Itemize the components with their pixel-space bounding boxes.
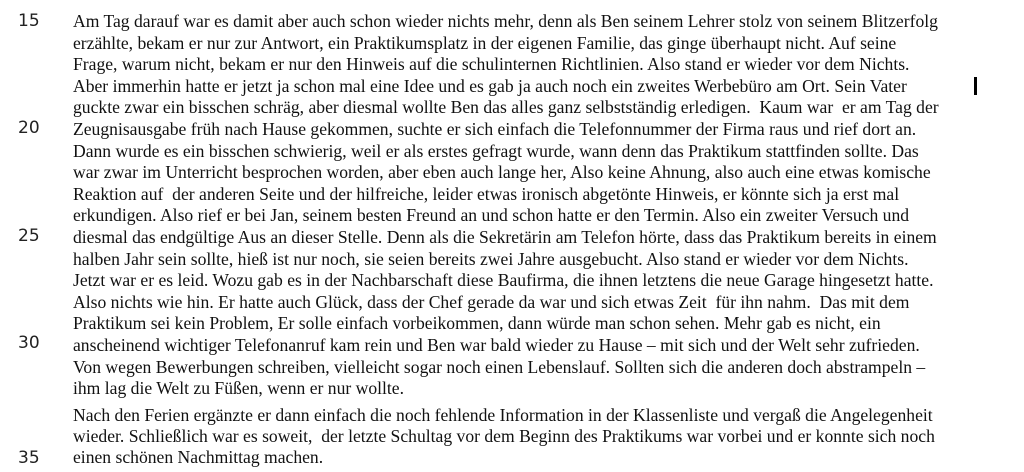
line-number: 30 [18, 333, 40, 353]
text-line: Also nichts wie hin. Er hatte auch Glück, dass der Chef gerade da war und sich etwas Zeit für ihn nahm. Das mit dem [73, 291, 910, 312]
text-line: war zwar im Unterricht besprochen worden, aber eben auch lange her, Also keine Ahnung, also auch eine etwas komische [73, 162, 931, 183]
line-number: 20 [18, 118, 40, 138]
text-line: wieder. Schließlich war es soweit, der letzte Schultag vor dem Beginn des Praktikums war vorbei und er konnte sich noch [73, 426, 935, 446]
text-line: diesmal das endgültige Aus an dieser Stelle. Denn als die Sekretärin am Telefon hörte, dass das Praktikum bereits in einem [73, 227, 937, 247]
text-line: Reaktion auf der anderen Seite und der hilfreiche, leider etwas ironisch abgetönte Hinweis, er könnte sich ja erst mal [73, 183, 900, 204]
text-line: Am Tag darauf war es damit aber auch schon wieder nichts mehr, denn als Ben seinem Lehrer stolz von seinem Blitzerfolg [73, 11, 938, 31]
text-line: ihm lag die Welt zu Füßen, wenn er nur wollte. [73, 378, 404, 399]
text-line: erkundigen. Also rief er bei Jan, seinem besten Freund an und schon hatte er den Termin. Also ein zweiter Versuch und [73, 205, 910, 226]
text-line: anscheinend wichtiger Telefonanruf kam rein und Ben war bald wieder zu Hause – mit sich und der Welt sehr zufrieden. [73, 335, 920, 355]
line-number: 15 [18, 11, 40, 31]
text-cursor [974, 77, 977, 95]
text-line: Frage, warum nicht, bekam er nur den Hinweis auf die schulinternen Richtlinien. Also stand er wieder vor dem Nichts. [73, 54, 910, 75]
text-line: einen schönen Nachmittag machen. [73, 447, 324, 467]
line-number: 25 [18, 226, 40, 246]
text-line: Dann wurde es ein bisschen schwierig, weil er als erstes gefragt wurde, wann denn das Praktikum stattfinden sollte. Das [73, 140, 919, 161]
text-line: Aber immerhin hatte er jetzt ja schon mal eine Idee und es gab ja auch noch ein zweites Werbebüro am Ort. Sein Vater [73, 75, 907, 96]
text-line: Zeugnisausgabe früh nach Hause gekommen, suchte er sich einfach die Telefonnummer der Firma raus und rief dort an. [73, 119, 917, 139]
text-line: erzählte, bekam er nur zur Antwort, ein Praktikumsplatz in der eigenen Familie, das ginge überhaupt nicht. Auf seine [73, 32, 897, 53]
text-line: Jetzt war er es leid. Wozu gab es in der Nachbarschaft diese Baufirma, die ihnen letztens die neue Garage hingesetzt hatte. [73, 270, 934, 291]
text-line: guckte zwar ein bisschen schräg, aber diesmal wollte Ben das alles ganz selbstständig erledigen. Kaum war er am Tag der [73, 97, 939, 118]
text-line: Praktikum sei kein Problem, Er solle einfach vorbeikommen, dann würde man schon sehen. Mehr gab es nicht, ein [73, 313, 881, 334]
line-number: 35 [18, 448, 40, 468]
text-line: Nach den Ferien ergänzte er dann einfach die noch fehlende Information in der Klassenliste und vergaß die Angelegenheit [73, 405, 933, 425]
text-line: Von wegen Bewerbungen schreiben, vielleicht sogar noch einen Lebenslauf. Sollten sich die anderen doch abstrampeln – [73, 356, 926, 377]
text-line: halben Jahr sein sollte, hieß ist nur noch, sie seien bereits zwei Jahre ausgebucht. Also stand er wieder vor dem Nichts. [73, 248, 909, 269]
